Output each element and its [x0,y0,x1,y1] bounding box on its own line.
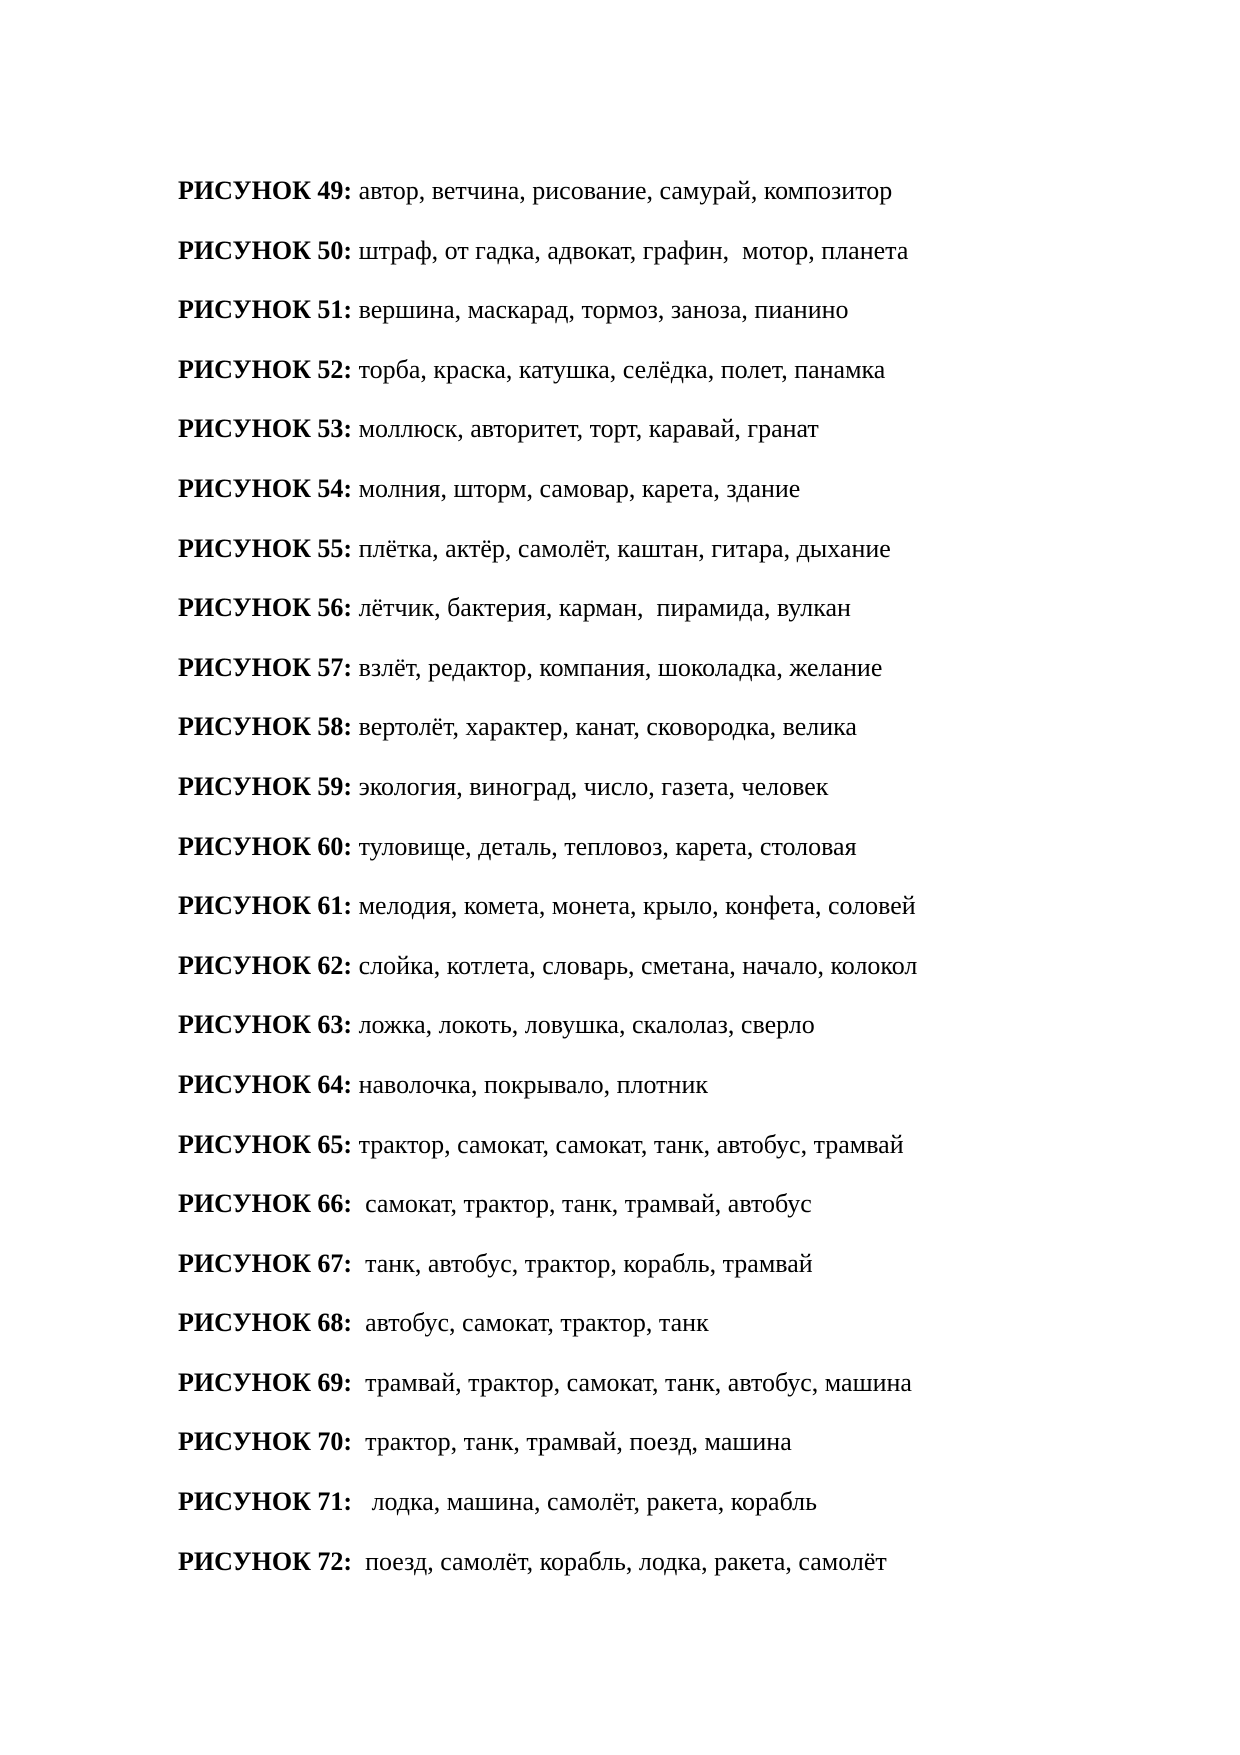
entry-words: торба, краска, катушка, селёдка, полет, панамка [352,354,886,384]
list-item [178,1130,1178,1190]
entry-label: РИСУНОК 53: [178,414,353,444]
entry-words: штраф, от гадка, адвокат, графин, мотор, планета [352,235,909,265]
list-item [178,1427,1178,1487]
entry-label: РИСУНОК 66: [178,1189,353,1219]
list-item [178,593,1178,653]
entry-label: РИСУНОК 61: [178,891,353,921]
list-item [178,534,1178,594]
entry-words: трамвай, трактор, самокат, танк, автобус, машина [352,1367,912,1397]
entry-words: ложка, локоть, ловушка, скалолаз, сверло [352,1010,815,1040]
entry-label: РИСУНОК 52: [178,354,353,384]
entry-label: РИСУНОК 65: [178,1129,353,1159]
entry-words: мелодия, комета, монета, крыло, конфета, соловей [352,891,916,921]
entry-words: плётка, актёр, самолёт, каштан, гитара, дыхание [352,533,891,563]
entry-label: РИСУНОК 63: [178,1010,353,1040]
list-item [178,295,1178,355]
list-item [178,891,1178,951]
entry-label: РИСУНОК 51: [178,295,353,325]
entry-words: экология, виноград, число, газета, человек [352,771,829,801]
list-item [178,355,1178,415]
entry-words: трактор, танк, трамвай, поезд, машина [352,1427,792,1457]
entry-words: лётчик, бактерия, карман, пирамида, вулкан [352,593,851,623]
entry-label: РИСУНОК 50: [178,235,353,265]
entry-label: РИСУНОК 62: [178,950,353,980]
entry-words: автобус, самокат, трактор, танк [352,1308,709,1338]
entry-words: лодка, машина, самолёт, ракета, корабль [352,1487,817,1517]
list-item [178,1368,1178,1428]
list-item [178,1547,1178,1607]
list-item [178,176,1178,236]
list-item [178,1070,1178,1130]
entry-label: РИСУНОК 68: [178,1308,353,1338]
list-item [178,1487,1178,1547]
entry-label: РИСУНОК 58: [178,712,353,742]
list-item [178,712,1178,772]
list-item [178,951,1178,1011]
entry-words: вершина, маскарад, тормоз, заноза, пианино [352,295,849,325]
list-item [178,832,1178,892]
list-item [178,653,1178,713]
entry-words: танк, автобус, трактор, корабль, трамвай [352,1248,813,1278]
entry-words: моллюск, авторитет, торт, каравай, гранат [352,414,819,444]
entry-words: туловище, деталь, тепловоз, карета, столовая [352,831,857,861]
entry-label: РИСУНОК 49: [178,176,353,205]
entry-label: РИСУНОК 64: [178,1069,353,1099]
entry-label: РИСУНОК 57: [178,652,353,682]
picture-word-list [178,176,1178,1606]
entry-words: самокат, трактор, танк, трамвай, автобус [352,1189,812,1219]
entry-label: РИСУНОК 54: [178,473,353,503]
entry-label: РИСУНОК 67: [178,1248,353,1278]
list-item [178,414,1178,474]
entry-label: РИСУНОК 60: [178,831,353,861]
list-item [178,1010,1178,1070]
entry-words: взлёт, редактор, компания, шоколадка, желание [352,652,883,682]
list-item [178,1249,1178,1309]
entry-label: РИСУНОК 55: [178,533,353,563]
entry-words: трактор, самокат, самокат, танк, автобус, трамвай [352,1129,904,1159]
entry-words: вертолёт, характер, канат, сковородка, велика [352,712,857,742]
entry-label: РИСУНОК 59: [178,771,353,801]
entry-words: молния, шторм, самовар, карета, здание [352,473,801,503]
list-item [178,474,1178,534]
list-item [178,772,1178,832]
entry-words: поезд, самолёт, корабль, лодка, ракета, самолёт [352,1546,887,1576]
entry-words: автор, ветчина, рисование, самурай, композитор [352,176,893,205]
entry-words: слойка, котлета, словарь, сметана, начало, колокол [352,950,918,980]
list-item [178,1308,1178,1368]
entry-words: наволочка, покрывало, плотник [352,1069,709,1099]
entry-label: РИСУНОК 56: [178,593,353,623]
entry-label: РИСУНОК 69: [178,1367,353,1397]
entry-label: РИСУНОК 72: [178,1546,353,1576]
list-item [178,236,1178,296]
entry-label: РИСУНОК 70: [178,1427,353,1457]
list-item [178,1189,1178,1249]
entry-label: РИСУНОК 71: [178,1487,353,1517]
